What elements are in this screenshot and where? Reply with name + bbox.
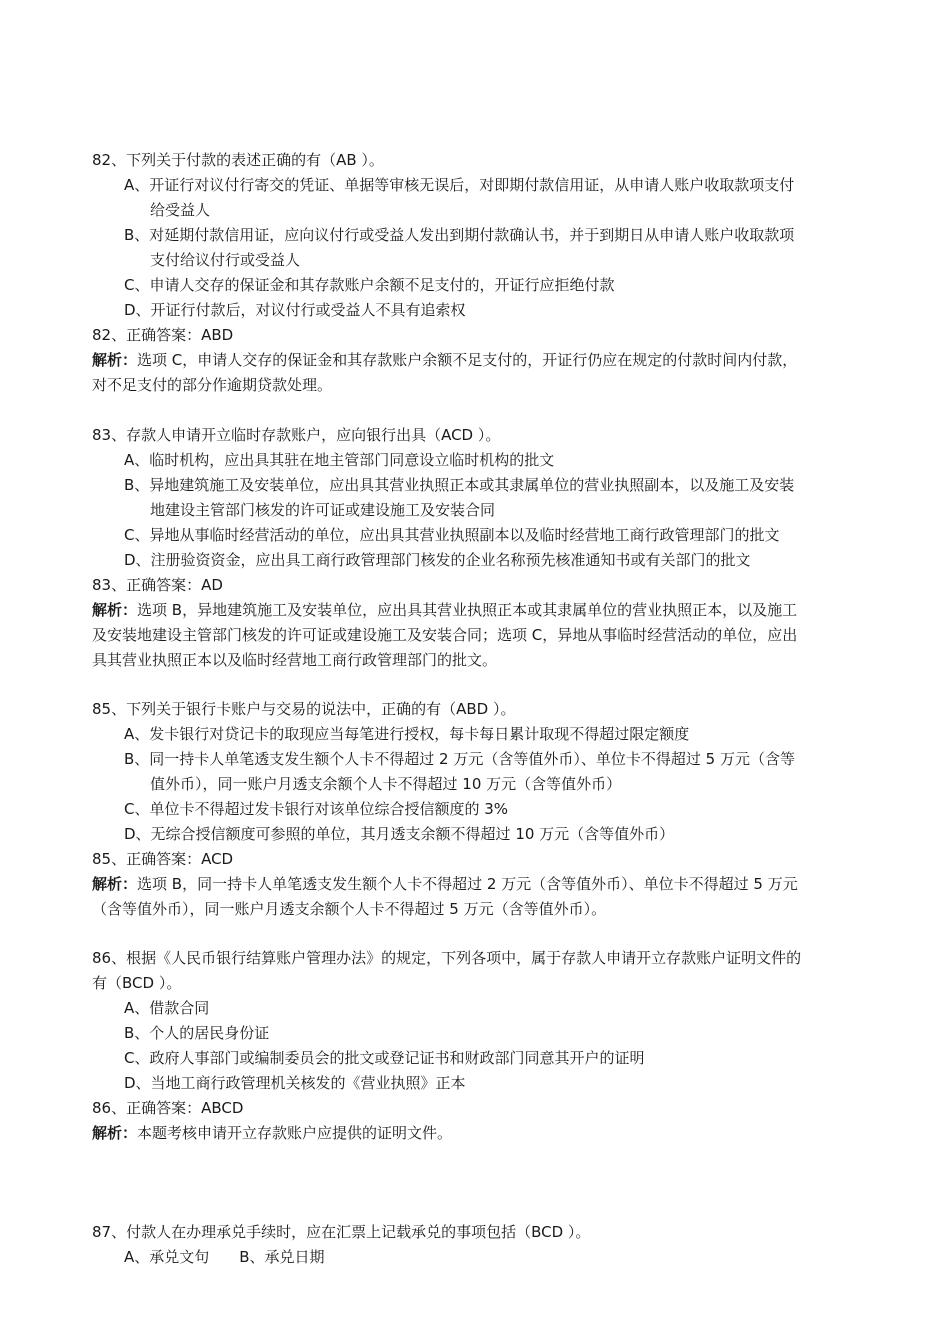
explanation-text: 选项 B，异地建筑施工及安装单位，应出具其营业执照正本或其隶属单位的营业执照正本，以及施工 bbox=[137, 601, 798, 619]
explanation-label: 解析： bbox=[92, 351, 138, 369]
explanation-text: 本题考核申请开立存款账户应提供的证明文件。 bbox=[137, 1124, 453, 1142]
question-82-option-d: D、开证行付款后，对议付行或受益人不具有追索权 bbox=[124, 301, 466, 319]
explanation-label: 解析： bbox=[92, 1124, 138, 1142]
explanation-text: 选项 C，申请人交存的保证金和其存款账户余额不足支付的，开证行仍应在规定的付款时间内付款， bbox=[137, 351, 798, 369]
question-83-explanation bbox=[92, 598, 797, 622]
question-87-stem: 87、付款人在办理承兑手续时，应在汇票上记载承兑的事项包括（BCD ）。 bbox=[92, 1223, 591, 1241]
question-82-option-b-cont: 支付给议付行或受益人 bbox=[150, 251, 301, 269]
question-86-option-b: B、个人的居民身份证 bbox=[124, 1024, 270, 1042]
question-82-stem: 82、下列关于付款的表述正确的有（AB ）。 bbox=[92, 151, 384, 169]
question-86-stem-cont: 有（BCD ）。 bbox=[92, 974, 182, 992]
question-82-answer: 82、正确答案：ABD bbox=[92, 326, 234, 344]
question-83-explanation-cont: 及安装地建设主管部门核发的许可证或建设施工及安装合同；选项 C，异地从事临时经营活动的单位，应出 bbox=[92, 626, 798, 644]
explanation-label: 解析： bbox=[92, 875, 138, 893]
question-85-option-b-cont: 值外币），同一账户月透支余额个人卡不得超过 10 万元（含等值外币） bbox=[150, 775, 622, 793]
question-82-option-c: C、申请人交存的保证金和其存款账户余额不足支付的，开证行应拒绝付款 bbox=[124, 276, 615, 294]
question-83-explanation-cont: 具其营业执照正本以及临时经营地工商行政管理部门的批文。 bbox=[92, 651, 498, 669]
question-82-explanation bbox=[92, 348, 797, 372]
question-82-explanation-cont: 对不足支付的部分作逾期贷款处理。 bbox=[92, 376, 333, 394]
question-85-option-a: A、发卡银行对贷记卡的取现应当每笔进行授权，每卡每日累计取现不得超过限定额度 bbox=[124, 725, 690, 743]
question-82-option-a: A、开证行对议付行寄交的凭证、单据等审核无误后，对即期付款信用证，从申请人账户收取款项支付 bbox=[124, 176, 795, 194]
question-86-option-c: C、政府人事部门或编制委员会的批文或登记证书和财政部门同意其开户的证明 bbox=[124, 1049, 645, 1067]
question-83-option-c: C、异地从事临时经营活动的单位，应出具其营业执照副本以及临时经营地工商行政管理部门的批文 bbox=[124, 526, 780, 544]
question-82-option-a-cont: 给受益人 bbox=[150, 201, 211, 219]
question-85-option-d: D、无综合授信额度可参照的单位，其月透支余额不得超过 10 万元（含等值外币） bbox=[124, 825, 675, 843]
question-85-explanation-cont: （含等值外币），同一账户月透支余额个人卡不得超过 5 万元（含等值外币）。 bbox=[92, 900, 607, 918]
explanation-text: 选项 B，同一持卡人单笔透支发生额个人卡不得超过 2 万元（含等值外币）、单位卡不得超过 5 万元 bbox=[137, 875, 798, 893]
question-85-stem: 85、下列关于银行卡账户与交易的说法中，正确的有（ABD ）。 bbox=[92, 700, 516, 718]
question-86-answer: 86、正确答案：ABCD bbox=[92, 1099, 244, 1117]
question-87-options-ab: A、承兑文句 B、承兑日期 bbox=[124, 1248, 325, 1266]
question-83-option-b-cont: 地建设主管部门核发的许可证或建设施工及安装合同 bbox=[150, 501, 496, 519]
question-85-answer: 85、正确答案：ACD bbox=[92, 850, 234, 868]
question-86-option-d: D、当地工商行政管理机关核发的《营业执照》正本 bbox=[124, 1074, 466, 1092]
question-85-option-b: B、同一持卡人单笔透支发生额个人卡不得超过 2 万元（含等值外币）、单位卡不得超过 5 万元（含等 bbox=[124, 750, 795, 768]
explanation-label: 解析： bbox=[92, 601, 138, 619]
question-86-option-a: A、借款合同 bbox=[124, 999, 210, 1017]
question-85-option-c: C、单位卡不得超过发卡银行对该单位综合授信额度的 3% bbox=[124, 800, 509, 818]
question-83-stem: 83、存款人申请开立临时存款账户，应向银行出具（ACD ）。 bbox=[92, 426, 501, 444]
question-83-answer: 83、正确答案：AD bbox=[92, 576, 223, 594]
question-82-option-b: B、对延期付款信用证，应向议付行或受益人发出到期付款确认书，并于到期日从申请人账户收取款项 bbox=[124, 226, 795, 244]
question-86-stem: 86、根据《人民币银行结算账户管理办法》的规定，下列各项中，属于存款人申请开立存款账户证明文件的 bbox=[92, 949, 802, 967]
question-85-explanation bbox=[92, 872, 798, 896]
question-86-explanation bbox=[92, 1121, 452, 1145]
question-83-option-a: A、临时机构，应出具其驻在地主管部门同意设立临时机构的批文 bbox=[124, 451, 555, 469]
question-83-option-d: D、注册验资资金，应出具工商行政管理部门核发的企业名称预先核准通知书或有关部门的批文 bbox=[124, 551, 751, 569]
question-83-option-b: B、异地建筑施工及安装单位，应出具其营业执照正本或其隶属单位的营业执照副本，以及施工及安装 bbox=[124, 476, 795, 494]
